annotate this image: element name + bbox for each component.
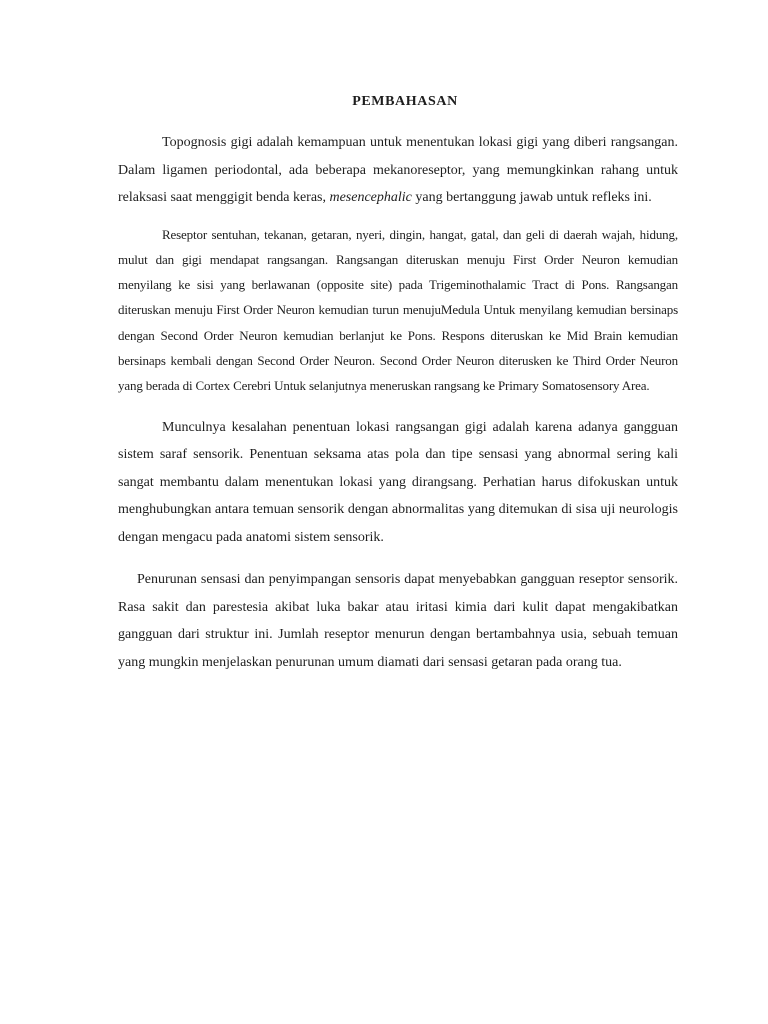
italic-term: mesencephalic: [329, 190, 412, 205]
page-title: PEMBAHASAN: [352, 94, 458, 109]
paragraph-receptors: Reseptor sentuhan, tekanan, getaran, nyeri, dingin, hangat, gatal, dan geli di daerah wajah, hidung, mulut dan gigi mendapat rangsangan. Rangsangan diteruskan menuju First Order Neuron kemudian menyilang ke sisi yang berlawanan (opposite site) pada Trigeminothalamic Tract di Pons. Rangsangan diteruskan menuju First Order Neuron kemudian turun menujuMedula Untuk menyilang kemudian bersinaps dengan Second Order Neuron kemudian berlanjut ke Pons. Respons diteruskan ke Mid Brain kemudian bersinaps kembali dengan Second Order Neuron. Second Order Neuron diterusken ke Third Order Neuron yang berada di Cortex Cerebri Untuk selanjutnya meneruskan rangsang ke Primary Somatosensory Area.: [118, 226, 678, 394]
paragraph-localization-error: Munculnya kesalahan penentuan lokasi rangsangan gigi adalah karena adanya gangguan sistem saraf sensorik. Penentuan seksama atas pola dan tipe sensasi yang abnormal sering kali sangat membantu dalam menentukan lokasi yang dirangsang. Perhatian harus difokuskan untuk menghubungkan antara temuan sensorik dengan abnormalitas yang ditemukan di sisa uji neurologis dengan mengacu pada anatomi sistem sensorik.: [118, 419, 678, 545]
paragraph-text: yang bertanggung jawab untuk refleks ini.: [411, 190, 652, 205]
paragraph-text: Topognosis gigi adalah kemampuan untuk menentukan lokasi gigi yang diberi rangsangan. Dalam ligamen periodontal, ada beberapa mekanoreseptor, yang memungkinkan rahang untuk relaksasi saat menggigit benda keras,: [118, 135, 678, 205]
paragraph-sensation-decline: Penurunan sensasi dan penyimpangan sensoris dapat menyebabkan gangguan reseptor sensorik. Rasa sakit dan parestesia akibat luka bakar atau iritasi kimia dari kulit dapat mengakibatkan gangguan dari struktur ini. Jumlah reseptor menurun dengan bertambahnya usia, sebuah temuan yang mungkin menjelaskan penurunan umum diamati dari sensasi getaran pada orang tua.: [118, 572, 678, 670]
paragraph-topognosis: [118, 129, 678, 212]
document-page: [118, 93, 678, 676]
